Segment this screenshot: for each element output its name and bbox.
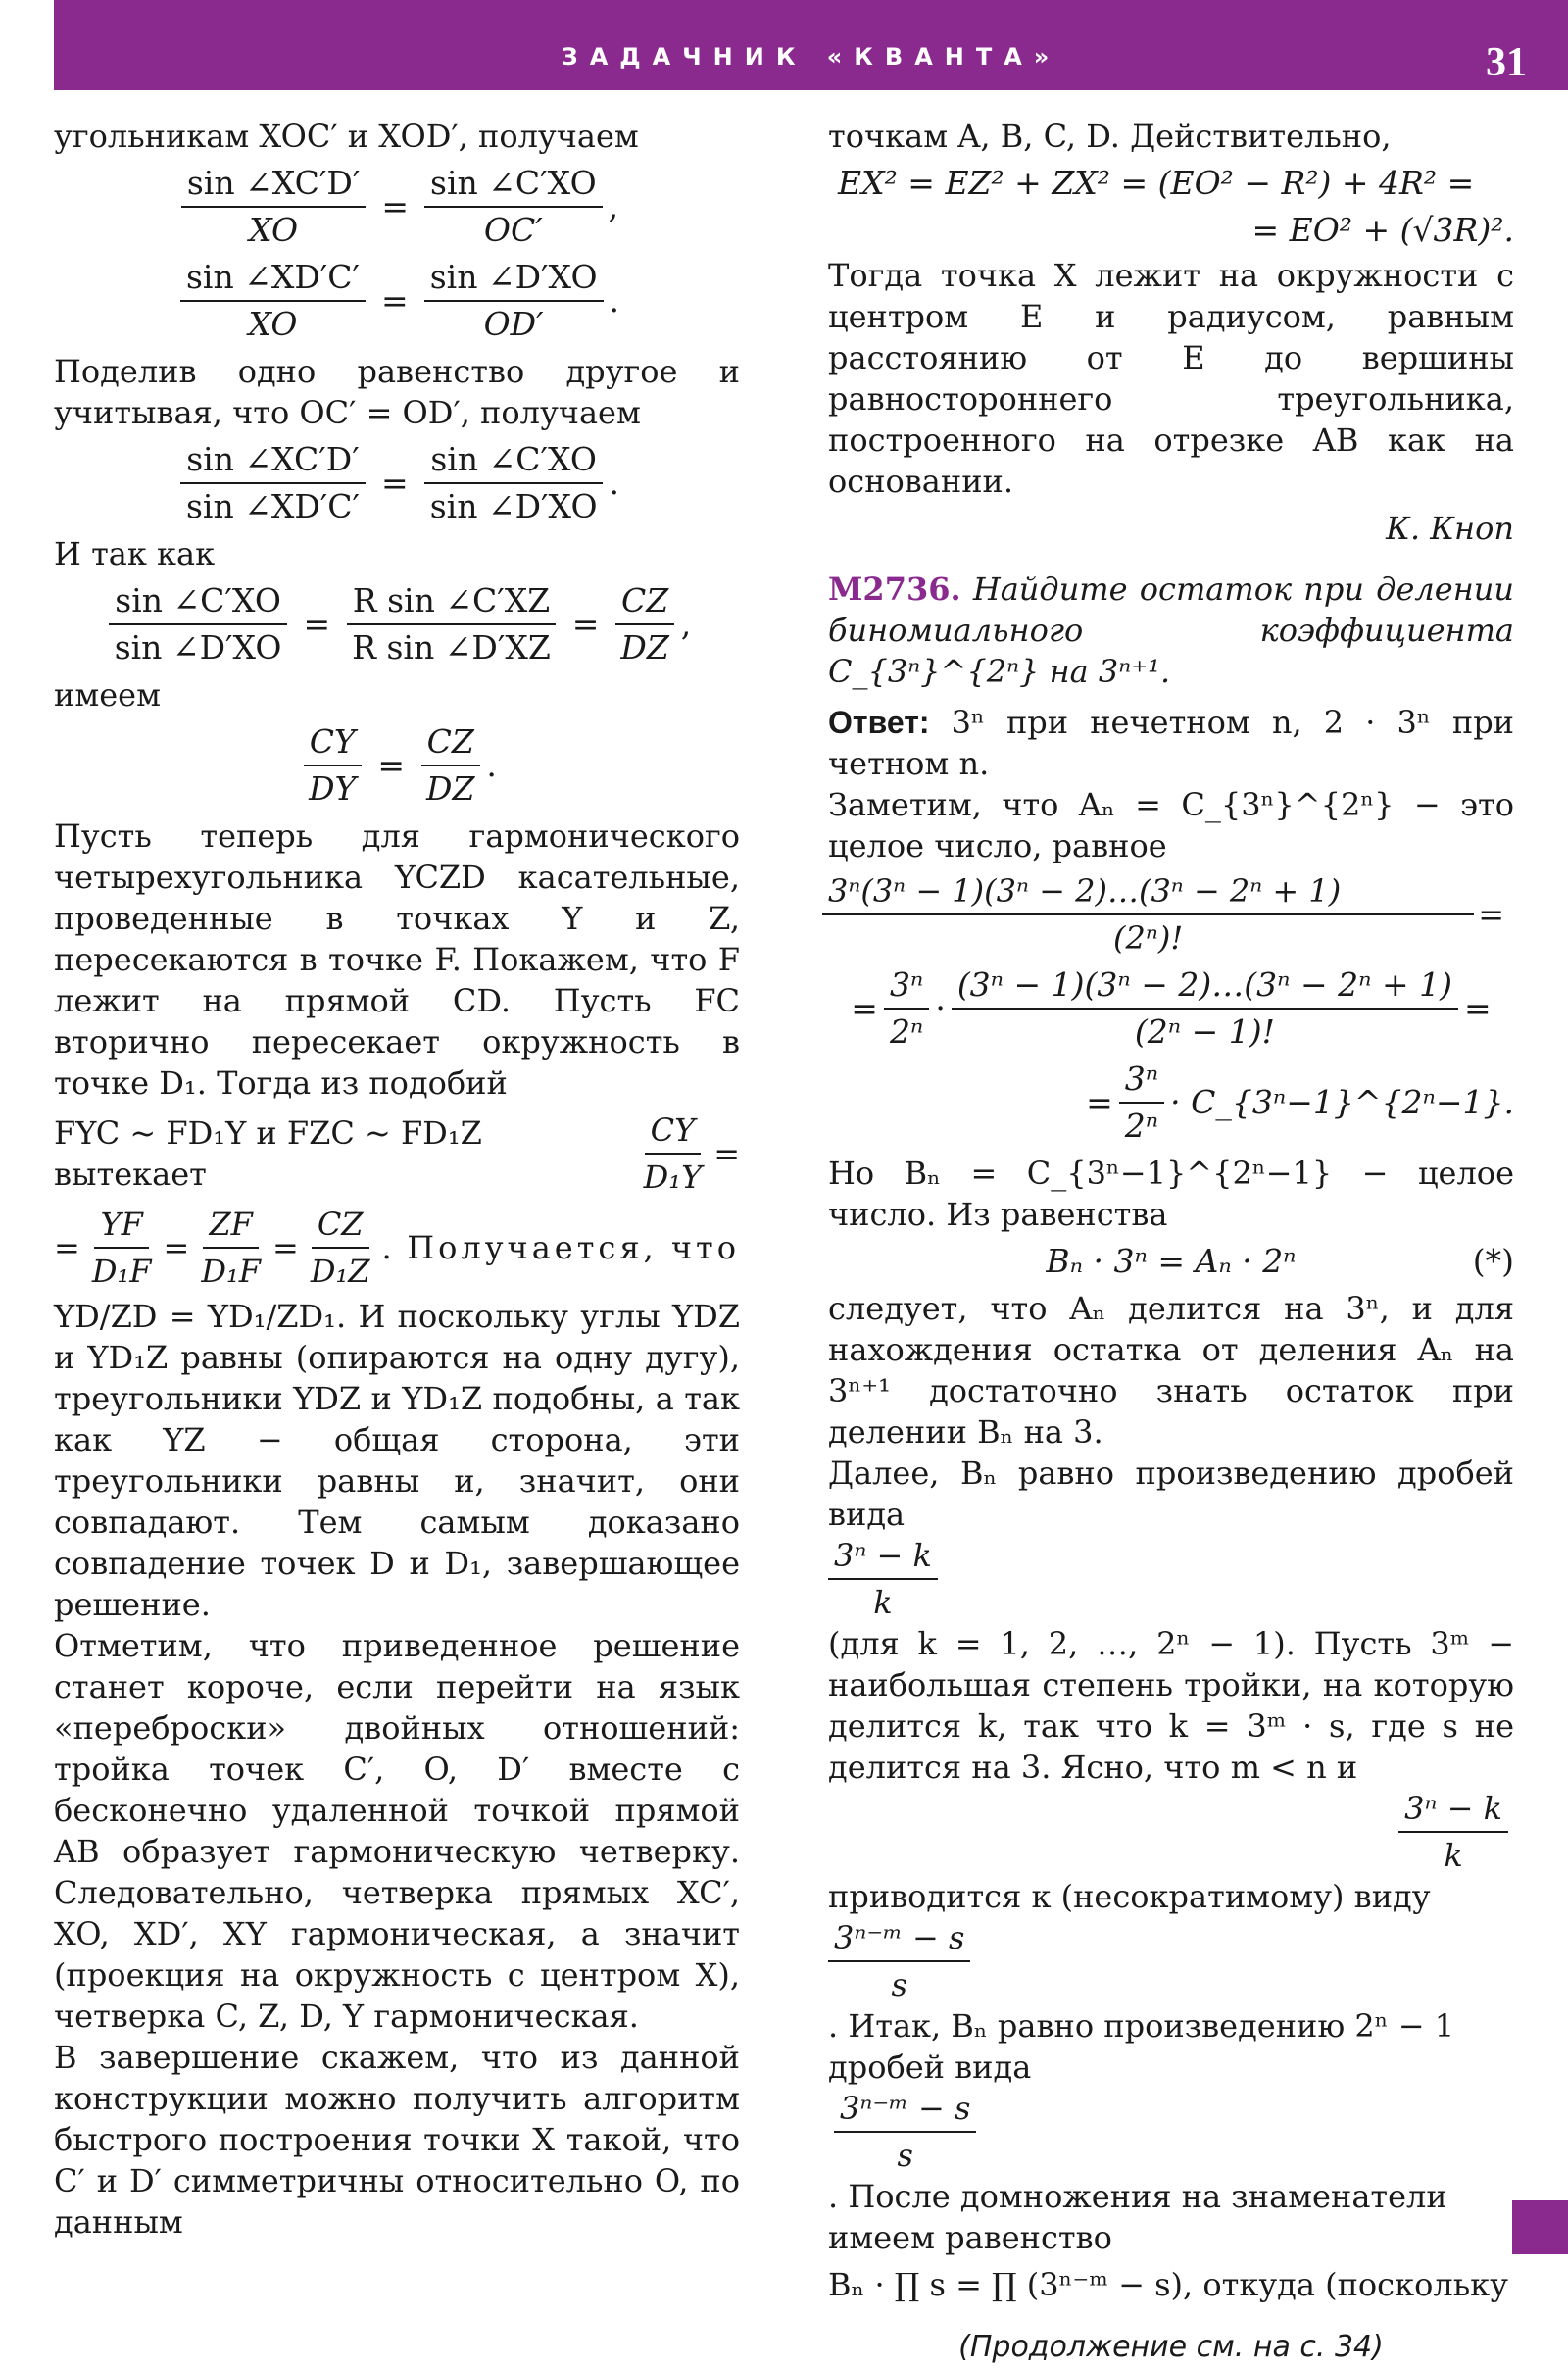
paragraph: следует, что Aₙ делится на 3ⁿ, и для нахождения остатка от деления Aₙ на 3ⁿ⁺¹ достаточно знать остаток при делении Bₙ на 3. — [828, 1290, 1515, 1451]
text-span: · C_{3ⁿ−1}^{2ⁿ−1}. — [1170, 1083, 1514, 1121]
frac-den: sin ∠D′XO — [114, 628, 282, 666]
frac-den: 2ⁿ — [889, 1012, 924, 1051]
equation-2: $\frac{\sin \angle XD'C'}{XO}$ = $\frac{\sin \angle D'XO}{OD'}$ . — [54, 257, 740, 345]
frac-num: R sin ∠C′XZ — [347, 580, 556, 625]
paragraph: Далее, Bₙ равно произведению дробей вида — [828, 1455, 1514, 1533]
right-column — [828, 116, 1514, 2368]
inline-eq-line: = $\frac{YF}{\text{D₁F}}$ = $\frac{ZF}{\text{D₁F}}$ = $\frac{CZ}{\text{D₁Z}}$ . Получается, что — [54, 1206, 740, 1290]
continuation-note: (Продолжение см. на с. 34) — [958, 2330, 1384, 2364]
left-column — [54, 116, 740, 2243]
problem-statement — [828, 568, 1514, 692]
frac-num: CY — [645, 1110, 702, 1155]
paragraph: Поделив одно равенство другое и учитывая, что OC′ = OD′, получаем — [54, 353, 740, 431]
text-line: угольникам XOC′ и XOD′, получаем — [54, 118, 639, 155]
paragraph: YD/ZD = YD₁/ZD₁. И поскольку углы YDZ и YD₁Z равны (опираются на одну дугу), треугольники YDZ и YD₁Z подобны, а так как YZ − общая сторона, эти треугольники равны и, значит, они совпадают. Тем самым доказано совпадение точек D и D₁, завершающее решение. — [54, 1298, 740, 1623]
corner-decoration — [1512, 2200, 1568, 2254]
equation-an2: = $\frac{\text{3ⁿ}}{\text{2ⁿ}}$ · $\frac{\text{(3ⁿ − 1)(3ⁿ − 2)…(3ⁿ − 2ⁿ + 1)}}{\text{(2ⁿ − 1)!}}$ = — [851, 965, 1492, 1051]
text-span: . После домножения на знаменатели имеем равенство — [828, 2178, 1447, 2256]
paragraph: приводится к (несократимому) виду — [828, 1878, 1431, 1915]
paragraph: Но Bₙ = C_{3ⁿ−1}^{2ⁿ−1} − целое число. Из равенства — [828, 1155, 1514, 1233]
text-span: . Итак, Bₙ равно произведению 2ⁿ − 1 дробей вида — [828, 2007, 1455, 2086]
problem-text: Найдите остаток при делении биномиального коэффициента C_{3ⁿ}^{2ⁿ} на 3ⁿ⁺¹. — [828, 570, 1514, 690]
frac-num: 3ⁿ − k — [1398, 1788, 1508, 1833]
equation-ex: EX² = EZ² + ZX² = (EO² − R²) + 4R² = — [838, 164, 1475, 202]
frac-den: DZ — [426, 769, 475, 808]
equation-4: $\frac{\sin \angle C'XO}{\sin \angle D'XO}$ = $\frac{\text{R sin ∠C′XZ}}{\text{R sin ∠D′XZ}}$ = $\frac{CZ}{DZ}$ , — [54, 580, 740, 668]
inline-eq-line: FYC ~ FD₁Y и FZC ~ FD₁Z вытекает $\frac{CY}{\text{D₁Y}}$ = — [54, 1111, 740, 1196]
frac-den: (2ⁿ − 1)! — [1134, 1012, 1275, 1051]
frac-num: 3ⁿ — [1119, 1059, 1164, 1104]
frac-den: DY — [309, 769, 357, 808]
inline-eq-line — [828, 1535, 1514, 1623]
equation-ex-cont: = EO² + (√3R)². — [1251, 211, 1514, 249]
frac-num: CZ — [421, 721, 480, 766]
equation-1: $\frac{\sin \angle XC'D'}{XO}$ = $\frac{\sin \angle C'XO}{OC'}$ , — [54, 163, 740, 251]
frac-num: YF — [94, 1204, 148, 1249]
answer-text: 3ⁿ при нечетном n, 2 · 3ⁿ при четном n. — [828, 704, 1515, 782]
inline-eq-line — [828, 1917, 1514, 2258]
equation-an3: = $\frac{\text{3ⁿ}}{\text{2ⁿ}}$ · C_{3ⁿ−1}^{2ⁿ−1}. — [1086, 1060, 1514, 1145]
text-span: FYC ~ FD₁Y и FZC ~ FD₁Z вытекает — [54, 1114, 482, 1193]
frac-den: s — [897, 2137, 913, 2174]
paragraph: Заметим, что Aₙ = C_{3ⁿ}^{2ⁿ} − это целое число, равное — [828, 786, 1514, 864]
frac-num: 3ⁿ − k — [828, 1535, 938, 1580]
journal-section-title: ЗАДАЧНИК «КВАНТА» — [561, 43, 1061, 71]
author-signature: К. Кноп — [1386, 510, 1514, 547]
frac-den: k — [873, 1584, 893, 1621]
frac-num: 3ⁿ⁻ᵐ − s — [828, 1917, 970, 1962]
frac-den: D₁Z — [310, 1253, 370, 1290]
frac-den: s — [891, 1966, 907, 2003]
frac-den: (2ⁿ)! — [1113, 919, 1184, 957]
equation-text: Bₙ · 3ⁿ = Aₙ · 2ⁿ — [1046, 1242, 1297, 1280]
frac-num: CZ — [312, 1204, 369, 1249]
frac-num: CZ — [615, 580, 674, 625]
frac-num: sin ∠C′XO — [109, 580, 287, 625]
frac-den: OC′ — [483, 211, 543, 249]
paragraph: Bₙ · ∏ s = ∏ (3ⁿ⁻ᵐ − s), откуда (поскольку — [828, 2266, 1508, 2303]
frac-num: sin ∠XC′D′ — [180, 439, 366, 484]
frac-den: 2ⁿ — [1124, 1107, 1159, 1145]
equation-star — [828, 1241, 1514, 1282]
frac-den: D₁Y — [643, 1159, 703, 1196]
frac-den: OD′ — [483, 305, 544, 343]
problem-number: М2736. — [828, 570, 961, 608]
frac-den: DZ — [620, 628, 669, 666]
frac-num: (3ⁿ − 1)(3ⁿ − 2)…(3ⁿ − 2ⁿ + 1) — [952, 964, 1458, 1010]
page-header — [54, 0, 1568, 90]
paragraph: имеем — [54, 676, 161, 714]
frac-den: k — [1444, 1837, 1463, 1874]
frac-den: XO — [248, 305, 298, 343]
frac-num: 3ⁿ⁻ᵐ − s — [834, 2088, 976, 2133]
frac-den: sin ∠D′XO — [429, 487, 598, 525]
frac-num: sin ∠D′XO — [424, 257, 604, 302]
answer — [828, 702, 1514, 784]
frac-num: CY — [304, 721, 362, 766]
text-line: точкам A, B, C, D. Действительно, — [828, 118, 1392, 155]
frac-den: D₁F — [201, 1253, 261, 1290]
equation-label: (*) — [1472, 1242, 1514, 1280]
frac-den: R sin ∠D′XZ — [352, 628, 551, 666]
page-number: 31 — [1486, 40, 1527, 85]
equation-3: $\frac{\sin \angle XC'D'}{\sin \angle XD'C'}$ = $\frac{\sin \angle C'XO}{\sin \angle D'XO}$ . — [54, 439, 740, 527]
paragraph: Пусть теперь для гармонического четырехугольника YCZD касательные, проведенные в точках Y и Z, пересекаются в точке F. Покажем, что F лежит на прямой CD. Пусть FC вторично пересекает окружность в точке D₁. Тогда из подобий — [54, 817, 740, 1102]
paragraph: И так как — [54, 535, 216, 572]
paragraph: Отметим, что приведенное решение станет короче, если перейти на язык «переброски» двойных отношений: тройка точек C′, O, D′ вместе с бесконечно удаленной точкой прямой AB образует гармоническую четверку. Следовательно, четверка прямых XC′, XO, XD′, XY гармоническая, а значит (проекция на окружность с центром X), четверка C, Z, D, Y гармоническая. — [54, 1627, 740, 2035]
answer-label: Ответ: — [828, 705, 930, 740]
frac-den: XO — [249, 211, 299, 249]
text-span: Получается, что — [407, 1229, 740, 1266]
frac-num: sin ∠XC′D′ — [181, 163, 367, 208]
paragraph: В завершение скажем, что из данной конструкции можно получить алгоритм быстрого построения точки X такой, что C′ и D′ симметричны относительно O, по данным — [54, 2039, 740, 2241]
equation-an: $\frac{\text{3ⁿ(3ⁿ − 1)(3ⁿ − 2)…(3ⁿ − 2ⁿ + 1)}}{\text{(2ⁿ)!}}$ = — [828, 870, 1514, 959]
frac-num: 3ⁿ(3ⁿ − 1)(3ⁿ − 2)…(3ⁿ − 2ⁿ + 1) — [822, 870, 1474, 915]
paragraph: Тогда точка X лежит на окружности с центром E и радиусом, равным расстоянию от E до вершины равностороннего треугольника, построенного на отрезке AB как на основании. — [828, 257, 1514, 500]
paragraph: (для k = 1, 2, …, 2ⁿ − 1). Пусть 3ᵐ − наибольшая степень тройки, на которую делится k, так что k = 3ᵐ · s, где s не делится на 3. Ясно, что m < n и — [828, 1625, 1514, 1786]
frac-den: D₁F — [91, 1253, 152, 1290]
equation-5: $\frac{CY}{DY}$ = $\frac{CZ}{DZ}$ . — [54, 721, 740, 810]
frac-num: sin ∠C′XO — [424, 163, 603, 208]
frac-num: sin ∠C′XO — [424, 439, 603, 484]
frac-num: ZF — [203, 1204, 258, 1249]
frac-den: sin ∠XD′C′ — [185, 487, 361, 525]
inline-eq-line — [828, 1788, 1514, 1876]
frac-num: sin ∠XD′C′ — [180, 257, 366, 302]
frac-num: 3ⁿ — [884, 964, 929, 1010]
